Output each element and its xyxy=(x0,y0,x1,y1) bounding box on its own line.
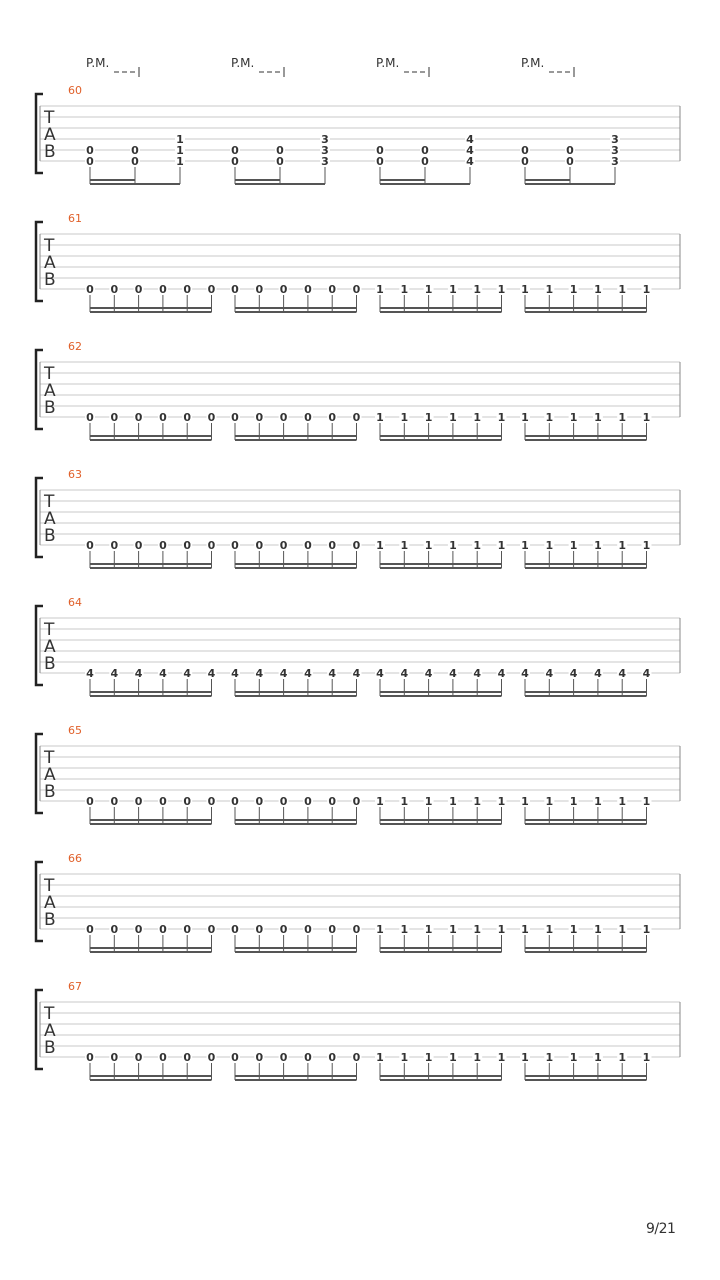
fret-number: 1 xyxy=(594,539,602,552)
measure-number: 66 xyxy=(68,852,82,865)
fret-number: 1 xyxy=(497,411,506,424)
fret-number: 4 xyxy=(183,667,192,680)
fret-number: 1 xyxy=(642,795,651,808)
fret-number: 1 xyxy=(473,923,482,936)
tab-clef-letter: T xyxy=(44,1004,55,1024)
fret-number: 0 xyxy=(183,923,192,936)
fret-number: 1 xyxy=(497,923,506,936)
fret-number: 4 xyxy=(207,667,216,680)
fret-number: 4 xyxy=(328,667,337,680)
fret-number: 0 xyxy=(304,923,312,936)
fret-number: 0 xyxy=(255,795,264,808)
fret-number: 3 xyxy=(611,144,619,157)
measure-number: 62 xyxy=(68,340,82,353)
measure-number: 61 xyxy=(68,212,82,225)
tab-clef-letter: B xyxy=(44,398,56,418)
fret-number: 0 xyxy=(110,795,119,808)
fret-number: 1 xyxy=(594,283,602,296)
fret-number: 4 xyxy=(569,667,578,680)
fret-number: 1 xyxy=(521,923,529,936)
fret-number: 4 xyxy=(545,667,554,680)
fret-number: 1 xyxy=(497,1051,506,1064)
fret-number: 1 xyxy=(618,795,627,808)
fret-number: 0 xyxy=(110,283,119,296)
fret-number: 1 xyxy=(618,539,627,552)
fret-number: 1 xyxy=(545,539,554,552)
fret-number: 1 xyxy=(594,795,602,808)
fret-number: 4 xyxy=(279,667,288,680)
fret-number: 0 xyxy=(110,539,119,552)
fret-number: 0 xyxy=(279,923,288,936)
fret-number: 0 xyxy=(328,283,337,296)
tab-clef-letter: B xyxy=(44,270,56,290)
fret-number: 4 xyxy=(400,667,409,680)
palm-mute-label: P.M. xyxy=(521,56,545,70)
fret-number: 1 xyxy=(569,795,578,808)
fret-number: 0 xyxy=(255,411,264,424)
fret-number: 0 xyxy=(421,155,429,168)
fret-number: 1 xyxy=(569,283,578,296)
fret-number: 0 xyxy=(86,795,94,808)
fret-number: 1 xyxy=(449,283,457,296)
fret-number: 0 xyxy=(86,155,94,168)
fret-number: 0 xyxy=(207,539,216,552)
fret-number: 1 xyxy=(594,411,602,424)
fret-number: 1 xyxy=(521,539,529,552)
fret-number: 0 xyxy=(207,795,216,808)
fret-number: 0 xyxy=(231,144,239,157)
tab-clef-letter: A xyxy=(44,637,56,657)
fret-number: 1 xyxy=(400,283,409,296)
fret-number: 1 xyxy=(424,411,433,424)
fret-number: 0 xyxy=(183,539,192,552)
measure-number: 63 xyxy=(68,468,82,481)
fret-number: 1 xyxy=(473,283,482,296)
fret-number: 1 xyxy=(400,795,409,808)
tab-clef-letter: T xyxy=(44,236,55,256)
fret-number: 0 xyxy=(86,1051,94,1064)
fret-number: 4 xyxy=(642,667,651,680)
fret-number: 0 xyxy=(376,144,384,157)
fret-number: 1 xyxy=(521,795,529,808)
fret-number: 0 xyxy=(279,283,288,296)
fret-number: 1 xyxy=(521,1051,529,1064)
palm-mute-label: P.M. xyxy=(86,56,110,70)
fret-number: 0 xyxy=(328,923,337,936)
fret-number: 1 xyxy=(594,1051,602,1064)
measure-number: 60 xyxy=(68,84,82,97)
fret-number: 3 xyxy=(321,144,329,157)
fret-number: 0 xyxy=(134,539,143,552)
fret-number: 4 xyxy=(304,667,312,680)
fret-number: 0 xyxy=(231,411,239,424)
fret-number: 1 xyxy=(618,923,627,936)
fret-number: 4 xyxy=(424,667,433,680)
fret-number: 1 xyxy=(176,155,184,168)
tab-clef-letter: A xyxy=(44,381,56,401)
fret-number: 1 xyxy=(376,411,384,424)
fret-number: 1 xyxy=(521,283,529,296)
fret-number: 0 xyxy=(279,795,288,808)
fret-number: 3 xyxy=(611,155,619,168)
fret-number: 0 xyxy=(134,1051,143,1064)
fret-number: 1 xyxy=(376,795,384,808)
fret-number: 0 xyxy=(352,923,361,936)
fret-number: 0 xyxy=(183,283,192,296)
fret-number: 1 xyxy=(473,795,482,808)
fret-number: 1 xyxy=(521,411,529,424)
fret-number: 1 xyxy=(497,283,506,296)
tab-clef-letter: A xyxy=(44,509,56,529)
fret-number: 1 xyxy=(642,283,651,296)
fret-number: 0 xyxy=(421,144,429,157)
fret-number: 0 xyxy=(207,1051,216,1064)
tab-clef-letter: B xyxy=(44,526,56,546)
fret-number: 0 xyxy=(134,795,143,808)
fret-number: 4 xyxy=(110,667,119,680)
fret-number: 0 xyxy=(231,283,239,296)
fret-number: 0 xyxy=(279,411,288,424)
fret-number: 0 xyxy=(276,155,284,168)
fret-number: 0 xyxy=(159,923,167,936)
fret-number: 1 xyxy=(545,795,554,808)
fret-number: 0 xyxy=(352,411,361,424)
fret-number: 0 xyxy=(304,539,312,552)
fret-number: 0 xyxy=(86,539,94,552)
fret-number: 1 xyxy=(594,923,602,936)
fret-number: 0 xyxy=(110,1051,119,1064)
measure-number: 67 xyxy=(68,980,82,993)
fret-number: 0 xyxy=(304,795,312,808)
fret-number: 4 xyxy=(159,667,167,680)
fret-number: 1 xyxy=(618,1051,627,1064)
fret-number: 0 xyxy=(231,923,239,936)
fret-number: 1 xyxy=(400,923,409,936)
fret-number: 1 xyxy=(569,923,578,936)
fret-number: 0 xyxy=(207,411,216,424)
fret-number: 0 xyxy=(86,283,94,296)
fret-number: 1 xyxy=(400,411,409,424)
tab-clef-letter: B xyxy=(44,782,56,802)
fret-number: 0 xyxy=(279,1051,288,1064)
fret-number: 0 xyxy=(183,1051,192,1064)
measure-number: 64 xyxy=(68,596,82,609)
tab-clef-letter: A xyxy=(44,765,56,785)
fret-number: 0 xyxy=(255,283,264,296)
fret-number: 4 xyxy=(134,667,143,680)
fret-number: 1 xyxy=(473,539,482,552)
fret-number: 0 xyxy=(304,1051,312,1064)
measure-number: 65 xyxy=(68,724,82,737)
fret-number: 1 xyxy=(545,411,554,424)
tab-clef-letter: T xyxy=(44,876,55,896)
page-number: 9/21 xyxy=(646,1221,676,1237)
fret-number: 0 xyxy=(255,539,264,552)
fret-number: 0 xyxy=(521,155,529,168)
fret-number: 3 xyxy=(611,133,619,146)
fret-number: 4 xyxy=(255,667,264,680)
fret-number: 1 xyxy=(176,144,184,157)
tab-clef-letter: T xyxy=(44,108,55,128)
fret-number: 4 xyxy=(376,667,384,680)
fret-number: 0 xyxy=(231,795,239,808)
fret-number: 1 xyxy=(497,539,506,552)
fret-number: 1 xyxy=(376,283,384,296)
fret-number: 0 xyxy=(352,283,361,296)
fret-number: 0 xyxy=(255,1051,264,1064)
fret-number: 1 xyxy=(449,539,457,552)
fret-number: 4 xyxy=(521,667,529,680)
palm-mute-label: P.M. xyxy=(231,56,255,70)
fret-number: 4 xyxy=(231,667,239,680)
fret-number: 0 xyxy=(131,144,139,157)
fret-number: 1 xyxy=(424,923,433,936)
fret-number: 1 xyxy=(376,923,384,936)
fret-number: 1 xyxy=(376,539,384,552)
fret-number: 0 xyxy=(231,1051,239,1064)
fret-number: 1 xyxy=(376,1051,384,1064)
fret-number: 4 xyxy=(466,133,474,146)
fret-number: 1 xyxy=(569,539,578,552)
fret-number: 1 xyxy=(569,1051,578,1064)
fret-number: 1 xyxy=(424,539,433,552)
fret-number: 1 xyxy=(618,283,627,296)
fret-number: 1 xyxy=(569,411,578,424)
fret-number: 1 xyxy=(545,923,554,936)
fret-number: 4 xyxy=(352,667,361,680)
fret-number: 0 xyxy=(566,144,574,157)
tab-clef-letter: B xyxy=(44,1038,56,1058)
fret-number: 0 xyxy=(304,411,312,424)
fret-number: 1 xyxy=(497,795,506,808)
palm-mute-label: P.M. xyxy=(376,56,400,70)
fret-number: 1 xyxy=(545,1051,554,1064)
tab-clef-letter: B xyxy=(44,654,56,674)
fret-number: 1 xyxy=(400,539,409,552)
fret-number: 0 xyxy=(207,283,216,296)
fret-number: 1 xyxy=(473,1051,482,1064)
fret-number: 0 xyxy=(159,539,167,552)
fret-number: 0 xyxy=(134,923,143,936)
tab-clef-letter: B xyxy=(44,142,56,162)
fret-number: 0 xyxy=(159,795,167,808)
fret-number: 1 xyxy=(424,795,433,808)
tab-clef-letter: T xyxy=(44,492,55,512)
fret-number: 1 xyxy=(449,795,457,808)
fret-number: 0 xyxy=(255,923,264,936)
fret-number: 0 xyxy=(159,411,167,424)
fret-number: 4 xyxy=(497,667,506,680)
fret-number: 1 xyxy=(642,923,651,936)
fret-number: 0 xyxy=(352,539,361,552)
tab-clef-letter: T xyxy=(44,620,55,640)
fret-number: 4 xyxy=(466,155,474,168)
tab-clef-letter: A xyxy=(44,253,56,273)
fret-number: 1 xyxy=(642,539,651,552)
fret-number: 0 xyxy=(328,1051,337,1064)
fret-number: 0 xyxy=(159,1051,167,1064)
fret-number: 1 xyxy=(473,411,482,424)
fret-number: 0 xyxy=(276,144,284,157)
fret-number: 4 xyxy=(618,667,627,680)
fret-number: 1 xyxy=(400,1051,409,1064)
fret-number: 4 xyxy=(466,144,474,157)
fret-number: 1 xyxy=(449,411,457,424)
tab-clef-letter: A xyxy=(44,893,56,913)
fret-number: 1 xyxy=(449,923,457,936)
fret-number: 0 xyxy=(183,795,192,808)
tab-clef-letter: T xyxy=(44,364,55,384)
fret-number: 4 xyxy=(86,667,94,680)
fret-number: 0 xyxy=(131,155,139,168)
fret-number: 0 xyxy=(86,144,94,157)
fret-number: 0 xyxy=(110,411,119,424)
fret-number: 1 xyxy=(176,133,184,146)
fret-number: 4 xyxy=(594,667,602,680)
fret-number: 1 xyxy=(618,411,627,424)
fret-number: 1 xyxy=(642,411,651,424)
fret-number: 0 xyxy=(328,411,337,424)
fret-number: 0 xyxy=(159,283,167,296)
fret-number: 4 xyxy=(473,667,482,680)
fret-number: 0 xyxy=(352,1051,361,1064)
fret-number: 0 xyxy=(521,144,529,157)
fret-number: 0 xyxy=(328,539,337,552)
tab-clef-letter: B xyxy=(44,910,56,930)
fret-number: 0 xyxy=(207,923,216,936)
fret-number: 0 xyxy=(134,283,143,296)
fret-number: 0 xyxy=(566,155,574,168)
fret-number: 0 xyxy=(279,539,288,552)
fret-number: 0 xyxy=(110,923,119,936)
fret-number: 1 xyxy=(545,283,554,296)
fret-number: 3 xyxy=(321,155,329,168)
fret-number: 1 xyxy=(424,1051,433,1064)
fret-number: 0 xyxy=(231,539,239,552)
fret-number: 0 xyxy=(183,411,192,424)
tab-clef-letter: A xyxy=(44,1021,56,1041)
fret-number: 0 xyxy=(86,923,94,936)
fret-number: 1 xyxy=(449,1051,457,1064)
fret-number: 0 xyxy=(352,795,361,808)
fret-number: 0 xyxy=(376,155,384,168)
fret-number: 4 xyxy=(449,667,457,680)
fret-number: 0 xyxy=(86,411,94,424)
fret-number: 0 xyxy=(231,155,239,168)
fret-number: 3 xyxy=(321,133,329,146)
fret-number: 1 xyxy=(424,283,433,296)
tab-clef-letter: A xyxy=(44,125,56,145)
fret-number: 0 xyxy=(328,795,337,808)
fret-number: 0 xyxy=(304,283,312,296)
tab-clef-letter: T xyxy=(44,748,55,768)
fret-number: 1 xyxy=(642,1051,651,1064)
fret-number: 0 xyxy=(134,411,143,424)
